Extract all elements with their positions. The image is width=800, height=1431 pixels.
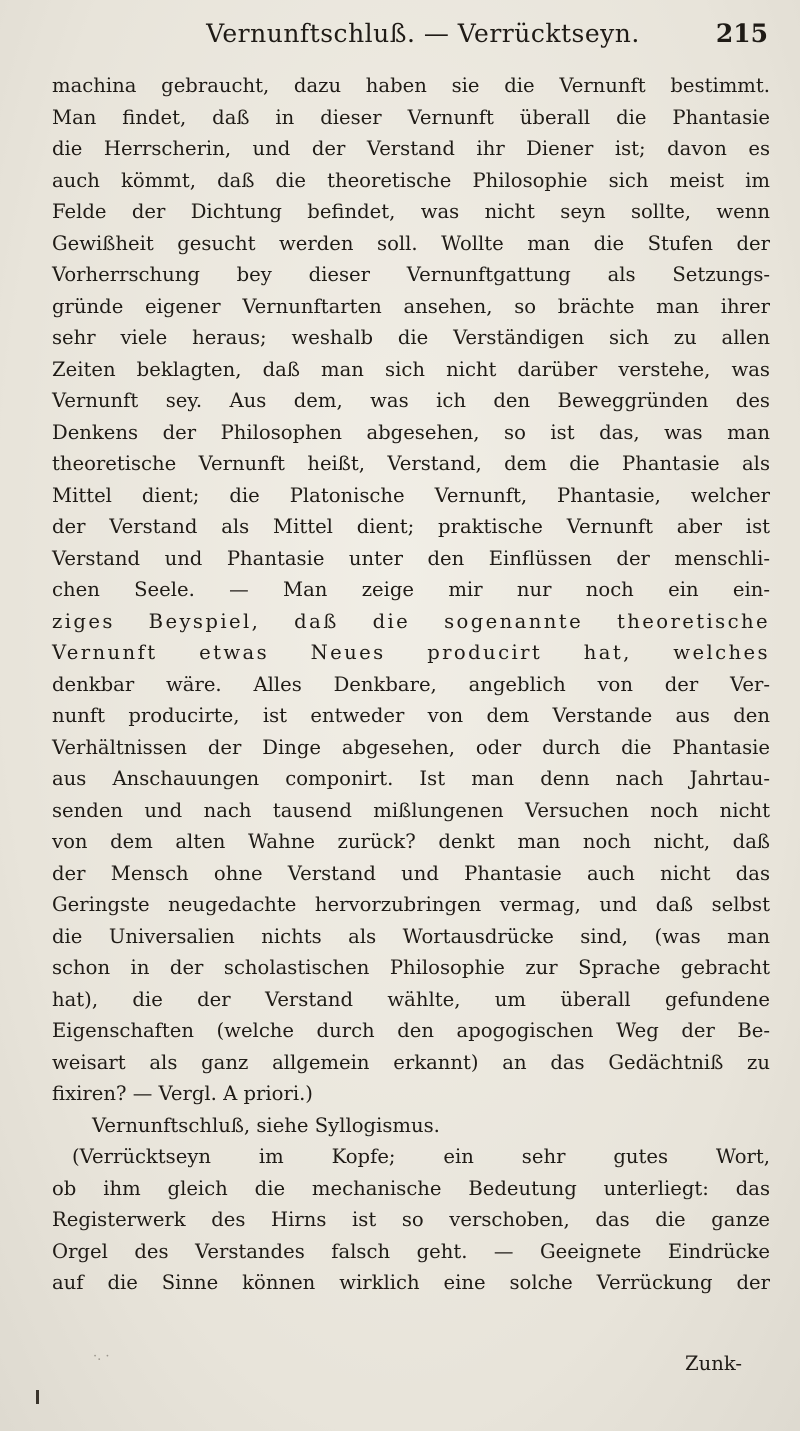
text-line: ob ihm gleich die mechanische Bedeutung unterliegt: das xyxy=(52,1176,770,1200)
text-line: der Mensch ohne Verstand und Phantasie auch nicht das xyxy=(52,861,770,885)
running-title: Vernunftschluß. — Verrücktseyn. xyxy=(206,19,640,48)
text-line: nunft producirte, ist entweder von dem Verstande aus den xyxy=(52,704,770,727)
text-line: fixiren? — Vergl. A priori.) xyxy=(52,1082,313,1105)
text-line: machina gebraucht, dazu haben sie die Vernunft bestimmt. xyxy=(52,74,770,97)
text-line: theoretische Vernunft heißt, Verstand, dem die Phantasie als xyxy=(52,452,770,475)
text-line: Vernunft sey. Aus dem, was ich den Beweggründen des xyxy=(52,389,770,412)
text-line: Man findet, daß in dieser Vernunft überall die Phantasie xyxy=(52,105,770,129)
running-header xyxy=(78,14,768,54)
catchword: Zunk- xyxy=(684,1352,742,1375)
spaced-text-line: Vernunft etwas Neues producirt hat, welches xyxy=(52,641,770,664)
text-line: Zeiten beklagten, daß man sich nicht darüber verstehe, was xyxy=(52,357,770,381)
text-line: von dem alten Wahne zurück? denkt man noch nicht, daß xyxy=(52,830,770,853)
text-line: Verstand und Phantasie unter den Einflüssen der menschli- xyxy=(52,546,770,570)
signature-mark: ·. · xyxy=(93,1349,110,1364)
text-line: Felde der Dichtung befindet, was nicht seyn sollte, wenn xyxy=(52,200,770,223)
entry-heading-line: (Verrücktseyn im Kopfe; ein sehr gutes Wort, xyxy=(72,1145,770,1168)
page-number: 215 xyxy=(715,19,768,48)
text-line: chen Seele. — Man zeige mir nur noch ein ein- xyxy=(52,578,770,601)
text-line: denkbar wäre. Alles Denkbare, angeblich von der Ver- xyxy=(52,672,770,696)
margin-mark xyxy=(36,1390,39,1404)
text-line: hat), die der Verstand wählte, um überall gefundene xyxy=(52,987,770,1011)
text-line: Verhältnissen der Dinge abgesehen, oder durch die Phantasie xyxy=(52,735,770,759)
text-line: weisart als ganz allgemein erkannt) an das Gedächtniß zu xyxy=(52,1050,770,1074)
text-line: Gewißheit gesucht werden soll. Wollte man die Stufen der xyxy=(52,231,770,255)
text-line: auf die Sinne können wirklich eine solche Verrückung der xyxy=(52,1271,770,1294)
text-line: schon in der scholastischen Philosophie zur Sprache gebracht xyxy=(52,956,770,979)
text-line: Geringste neugedachte hervorzubringen vermag, und daß selbst xyxy=(52,893,770,916)
text-line: Orgel des Verstandes falsch geht. — Geeignete Eindrücke xyxy=(52,1239,770,1263)
text-line: die Herrscherin, und der Verstand ihr Diener ist; davon es xyxy=(52,137,770,160)
text-line: die Universalien nichts als Wortausdrücke sind, (was man xyxy=(52,924,770,948)
text-line: Eigenschaften (welche durch den apogogischen Weg der Be- xyxy=(52,1019,770,1042)
text-line: aus Anschauungen componirt. Ist man denn nach Jahrtau- xyxy=(52,767,770,790)
text-line: Vorherrschung bey dieser Vernunftgattung als Setzungs- xyxy=(52,263,770,286)
text-line: Denkens der Philosophen abgesehen, so ist das, was man xyxy=(52,420,770,444)
text-line: senden und nach tausend mißlungenen Versuchen noch nicht xyxy=(52,798,770,822)
entry-heading-line: Vernunftschluß, siehe Syllogismus. xyxy=(92,1113,440,1137)
text-line: der Verstand als Mittel dient; praktische Vernunft aber ist xyxy=(52,515,770,538)
text-line: Mittel dient; die Platonische Vernunft, Phantasie, welcher xyxy=(52,483,770,507)
text-line: sehr viele heraus; weshalb die Verständigen sich zu allen xyxy=(52,326,770,349)
body-text xyxy=(52,70,770,1299)
spaced-text-line: ziges Beyspiel, daß die sogenannte theoretische xyxy=(52,609,770,633)
text-line: gründe eigener Vernunftarten ansehen, so brächte man ihrer xyxy=(52,294,770,318)
text-line: auch kömmt, daß die theoretische Philosophie sich meist im xyxy=(52,168,770,192)
text-line: Registerwerk des Hirns ist so verschoben, das die ganze xyxy=(52,1208,770,1231)
